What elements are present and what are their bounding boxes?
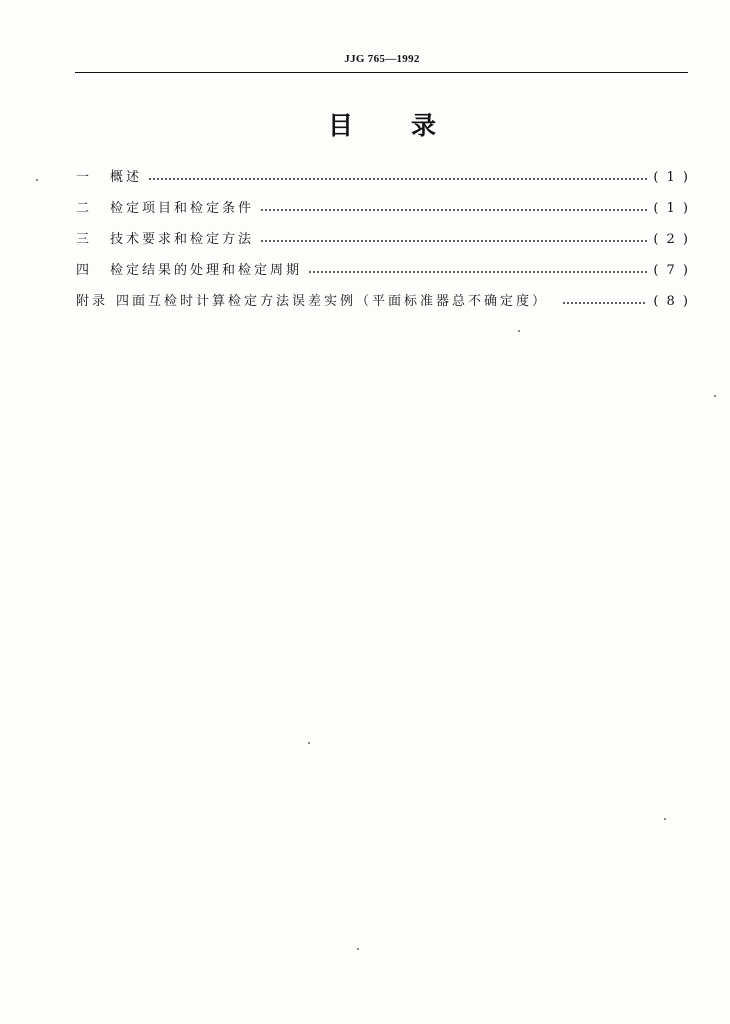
header-rule [75, 72, 688, 73]
toc-entry-number: 二 [76, 201, 93, 216]
scan-speck [714, 395, 716, 397]
toc-entry-page: ( 8 ) [653, 294, 690, 309]
scan-speck [357, 948, 359, 950]
scan-speck [308, 742, 310, 744]
table-of-contents [76, 166, 690, 321]
scan-speck [664, 818, 666, 820]
toc-entry-title: 四面互检时计算检定方法误差实例（平面标准器总不确定度） [116, 294, 549, 309]
dot-leader [148, 177, 647, 181]
scan-speck [518, 330, 520, 332]
toc-entry-page: ( 7 ) [653, 263, 690, 278]
toc-entry-title: 技术要求和检定方法 [110, 232, 255, 247]
page-title: 目录 [327, 111, 494, 140]
toc-entry [76, 259, 690, 290]
toc-entry [76, 197, 690, 228]
dot-leader [562, 301, 647, 305]
toc-entry-page: ( 1 ) [653, 170, 690, 185]
toc-entry-number: 一 [76, 170, 93, 185]
toc-entry-number: 附录 [76, 294, 109, 309]
toc-entry [76, 166, 690, 197]
scan-speck [36, 179, 38, 181]
toc-entry [76, 228, 690, 259]
toc-entry-page: ( 1 ) [653, 201, 690, 216]
toc-entry-title: 概述 [110, 170, 143, 185]
standard-code-header: JJG 765—1992 [344, 53, 420, 65]
dot-leader [260, 208, 647, 212]
toc-entry-page: ( 2 ) [653, 232, 690, 247]
toc-entry-title: 检定结果的处理和检定周期 [110, 263, 303, 278]
toc-entry-number: 四 [76, 263, 93, 278]
toc-entry-title: 检定项目和检定条件 [110, 201, 255, 216]
dot-leader [260, 239, 647, 243]
toc-entry-number: 三 [76, 232, 93, 247]
toc-entry-appendix [76, 290, 690, 321]
dot-leader [308, 270, 647, 274]
